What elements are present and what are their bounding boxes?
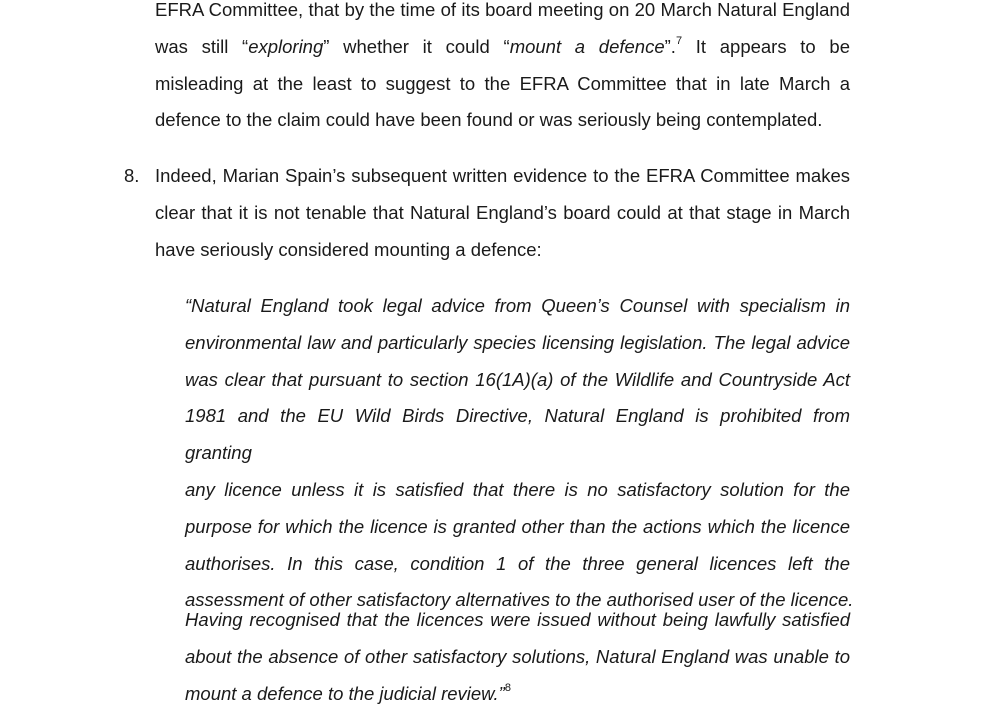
quote-line: authorises. In this case, condition 1 of the three general licences left the (185, 552, 850, 574)
paragraph-7-continuation (155, 0, 850, 139)
quoted-term-mount-a-defence: mount a defence (509, 35, 665, 57)
quote-line: environmental law and particularly species licensing legislation. The legal advice (185, 331, 850, 353)
block-quote-1 (185, 288, 854, 619)
quote-line: purpose for which the licence is granted other than the actions which the licence (185, 515, 850, 537)
text-line: clear that it is not tenable that Natural England’s board could at that stage in March (155, 201, 850, 223)
block-quote-2 (185, 602, 850, 712)
quote-line: assessment of other satisfactory alternatives to the authorised user of the licence. (185, 589, 854, 611)
footnote-ref-7[interactable]: 7 (675, 34, 683, 47)
quote-line: was clear that pursuant to section 16(1A)(a) of the Wildlife and Countryside Act (185, 368, 850, 390)
text-line: defence to the claim could have been found or was seriously being contemplated. (155, 109, 823, 131)
text-line: Indeed, Marian Spain’s subsequent written evidence to the EFRA Committee makes (155, 165, 850, 186)
text-line: was still “exploring” whether it could “mount a defence”.$^7$ It appears to be (155, 34, 850, 57)
paragraph-number: 8. (124, 165, 140, 186)
text-line: EFRA Committee, that by the time of its board meeting on 20 March Natural England (155, 0, 850, 20)
quote-line: “Natural England took legal advice from Queen’s Counsel with specialism in (185, 295, 850, 316)
quote-line: about the absence of other satisfactory solutions, Natural England was unable to (185, 645, 850, 667)
paragraph-8 (155, 158, 850, 268)
text-line: misleading at the least to suggest to the EFRA Committee that in late March a (155, 72, 850, 94)
quote-line: any licence unless it is satisfied that there is no satisfactory solution for the (185, 478, 850, 500)
footnote-ref-8[interactable]: 8 (504, 681, 511, 694)
quote-line: 1981 and the EU Wild Birds Directive, Natural England is prohibited from granting (185, 405, 850, 464)
quote-line: Having recognised that the licences were issued without being lawfully satisfied (185, 609, 850, 630)
quoted-term-exploring: exploring (248, 35, 324, 57)
quote-line: mount a defence to the judicial review.”$^8$ (185, 681, 511, 704)
text-line: have seriously considered mounting a defence: (155, 238, 542, 260)
